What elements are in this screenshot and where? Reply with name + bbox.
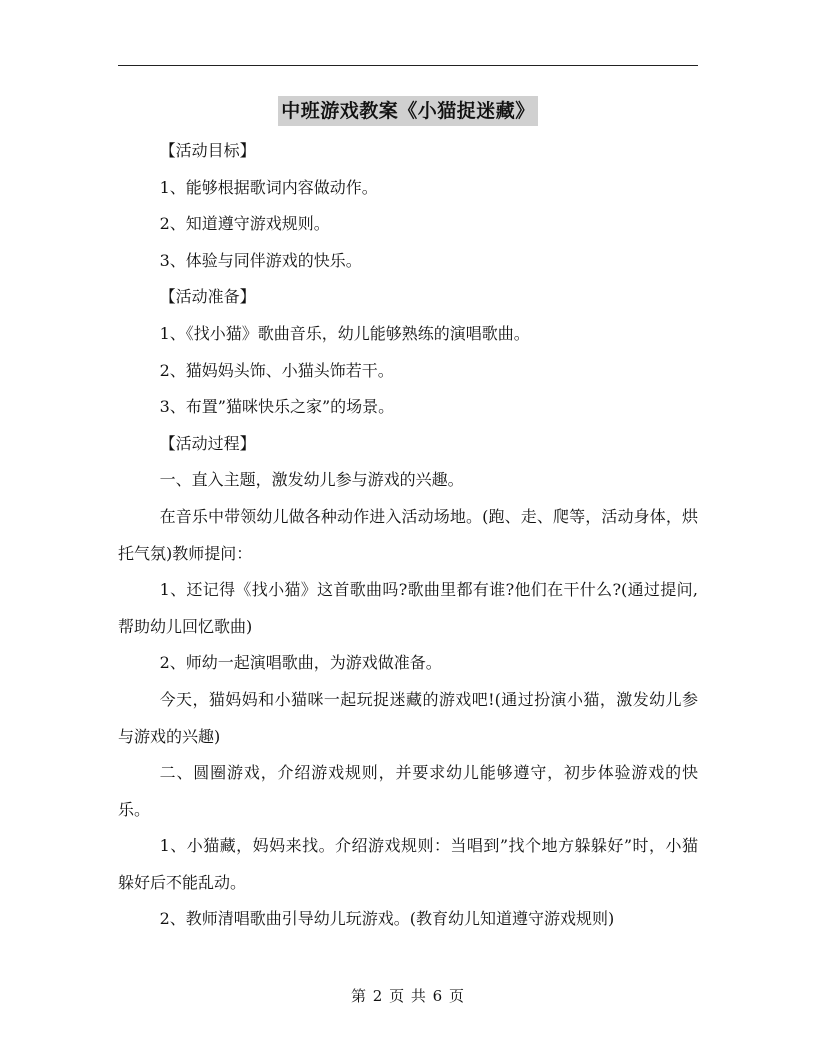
page-number: 第 2 页 共 6 页 (351, 987, 465, 1005)
section-heading-goals: 【活动目标】 (159, 141, 256, 160)
paragraph: 2、知道遵守游戏规则。 (159, 214, 330, 234)
section-heading-preparation: 【活动准备】 (159, 287, 256, 307)
paragraph: 在音乐中带领幼儿做各种动作进入活动场地。(跑、走、爬等，活动身体，烘托气氛)教师提问： (118, 506, 698, 563)
section-heading-process: 【活动过程】 (159, 433, 256, 453)
paragraph: 1、还记得《找小猫》这首歌曲吗?歌曲里都有谁?他们在干什么?(通过提问,帮助幼儿回忆歌曲) (118, 580, 698, 636)
paragraph: 3、体验与同伴游戏的快乐。 (159, 250, 362, 270)
paragraph: 二、圆圈游戏，介绍游戏规则，并要求幼儿能够遵守，初步体验游戏的快乐。 (118, 763, 698, 819)
paragraph: 一、直入主题，激发幼儿参与游戏的兴趣。 (159, 470, 464, 490)
paragraph: 2、猫妈妈头饰、小猫头饰若干。 (159, 360, 394, 380)
title-container (0, 96, 816, 126)
paragraph: 1、小猫藏，妈妈来找。介绍游戏规则：当唱到”找个地方躲躲好”时，小猫躲好后不能乱动。 (118, 836, 698, 892)
paragraph: 2、教师清唱歌曲引导幼儿玩游戏。(教育幼儿知道遵守游戏规则) (159, 909, 615, 929)
paragraph: 1、能够根据歌词内容做动作。 (159, 177, 378, 197)
paragraph: 2、师幼一起演唱歌曲，为游戏做准备。 (159, 653, 442, 673)
document-body (118, 133, 698, 938)
document-title: 中班游戏教案《小猫捉迷藏》 (278, 96, 538, 126)
paragraph: 1、《找小猫》歌曲音乐，幼儿能够熟练的演唱歌曲。 (159, 323, 530, 343)
paragraph: 今天，猫妈妈和小猫咪一起玩捉迷藏的游戏吧!(通过扮演小猫，激发幼儿参与游戏的兴趣) (118, 689, 698, 746)
header-rule (118, 65, 698, 66)
paragraph: 3、布置”猫咪快乐之家”的场景。 (159, 397, 395, 417)
